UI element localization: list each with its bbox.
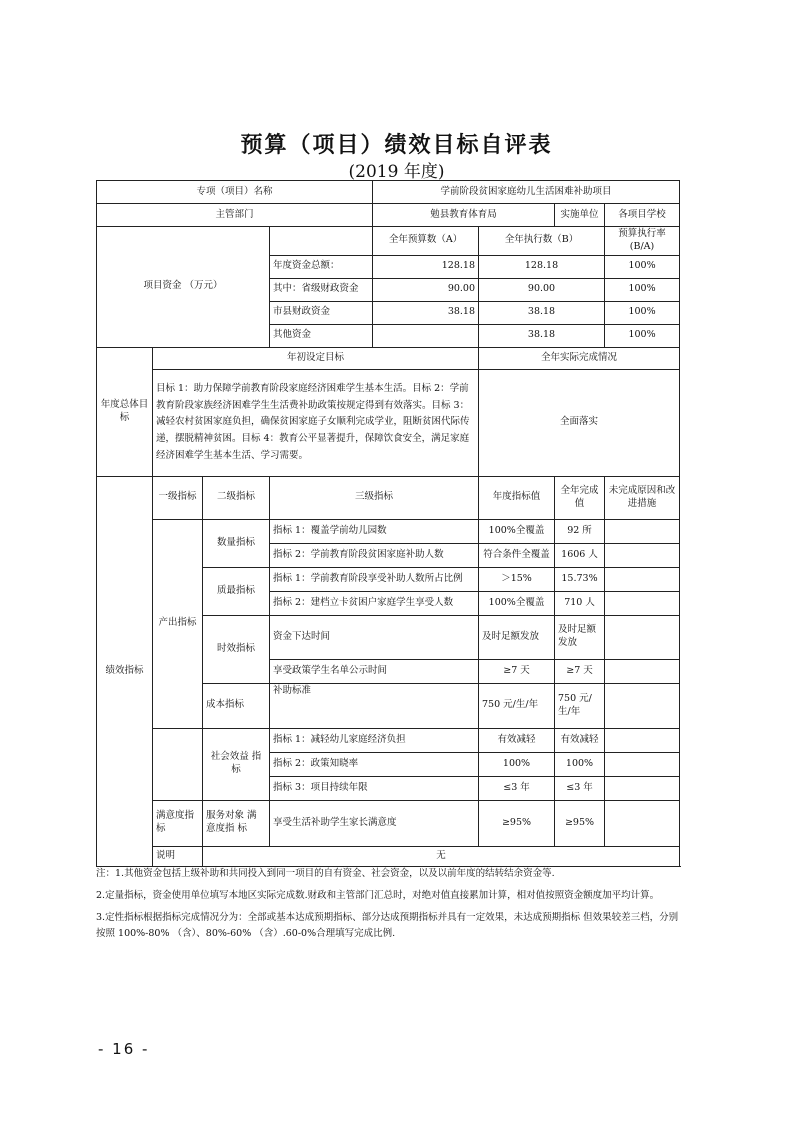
perf-row-target: 符合条件全覆盖 bbox=[479, 543, 555, 567]
perf-header-done: 全年完成值 bbox=[555, 476, 605, 519]
funds-row-exec: 38.18 bbox=[479, 324, 605, 347]
perf-row-reason bbox=[605, 615, 680, 659]
time-label: 时效指标 bbox=[203, 615, 270, 683]
perf-row-name: 享受生活补助学生家长满意度 bbox=[270, 800, 479, 846]
funds-row-exec: 38.18 bbox=[479, 301, 605, 324]
funds-label: 项目资金 （万元） bbox=[97, 227, 270, 348]
perf-row-reason bbox=[605, 591, 680, 615]
evaluation-table bbox=[96, 180, 680, 867]
perf-row-name: 指标 2：学前教育阶段贫困家庭补助人数 bbox=[270, 543, 479, 567]
funds-header-exec: 全年执行数（B） bbox=[479, 227, 605, 256]
perf-row-reason bbox=[605, 776, 680, 800]
quality-label: 质最指标 bbox=[203, 567, 270, 615]
perf-row bbox=[97, 728, 680, 752]
perf-row-name: 指标 1：减轻幼儿家庭经济负担 bbox=[270, 728, 479, 752]
perf-row-name: 指标 3：项目持续年限 bbox=[270, 776, 479, 800]
impl-label: 实施单位 bbox=[555, 204, 605, 227]
perf-row-reason bbox=[605, 800, 680, 846]
footnote: 3.定性指标根据指标完成情况分为：全部或基本达成预期指标、部分达成预期指标并具有一定效果，未达成预期指标 但效果较差三档，分别按照 100%-80% （含）、80%-60% （含）.60-0%合理填写完成比例. bbox=[96, 912, 679, 940]
perf-header-l1: 一级指标 bbox=[153, 476, 203, 519]
dept-label: 主管部门 bbox=[97, 204, 373, 227]
goals-actual-header: 全年实际完成情况 bbox=[479, 347, 680, 369]
footnote: 2.定量指标，资金使用单位填写本地区实际完成数.财政和主管部门汇总时，对绝对值直接累加计算，相对值按照资金额度加平均计算。 bbox=[96, 890, 660, 902]
dept-row bbox=[97, 204, 680, 227]
funds-header-budget: 全年预算数（A） bbox=[373, 227, 479, 256]
dept-value: 勉县教育体育局 bbox=[373, 204, 555, 227]
perf-row bbox=[97, 800, 680, 846]
perf-header-l3: 三级指标 bbox=[270, 476, 479, 519]
goals-initial-header: 年初设定目标 bbox=[153, 347, 479, 369]
perf-row-name: 指标 1：覆盖学前幼儿园数 bbox=[270, 519, 479, 543]
goals-label: 年度总体目标 bbox=[97, 347, 153, 476]
perf-row bbox=[97, 519, 680, 543]
perf-row-target: 有效减轻 bbox=[479, 728, 555, 752]
goals-actual-text: 全面落实 bbox=[479, 369, 680, 476]
perf-label: 绩效指标 bbox=[97, 476, 153, 866]
perf-row-done: ≥95% bbox=[555, 800, 605, 846]
quantity-label: 数量指标 bbox=[203, 519, 270, 567]
funds-row-budget: 128.18 bbox=[373, 255, 479, 278]
funds-row-name: 市县财政资金 bbox=[270, 301, 373, 324]
remark-label: 说明 bbox=[153, 846, 203, 866]
perf-row-target: 100%全覆盖 bbox=[479, 519, 555, 543]
perf-row-target: ≥95% bbox=[479, 800, 555, 846]
funds-header-row bbox=[97, 227, 680, 256]
perf-row-reason bbox=[605, 728, 680, 752]
funds-row-exec: 128.18 bbox=[479, 255, 605, 278]
funds-row-rate: 100% bbox=[605, 324, 680, 347]
perf-row-target: 100%全覆盖 bbox=[479, 591, 555, 615]
goals-header-row bbox=[97, 347, 680, 369]
remark-row bbox=[97, 846, 680, 866]
funds-row-budget: 90.00 bbox=[373, 278, 479, 301]
funds-row-rate: 100% bbox=[605, 301, 680, 324]
remark-value: 无 bbox=[203, 846, 680, 866]
perf-header-reason: 未完成原因和改进措施 bbox=[605, 476, 680, 519]
perf-row-target: ≤3 年 bbox=[479, 776, 555, 800]
goals-content-row bbox=[97, 369, 680, 476]
satisfaction-l1: 满意度指标 bbox=[153, 800, 203, 846]
funds-row-name: 年度资金总额： bbox=[270, 255, 373, 278]
perf-row-target: ≥7 天 bbox=[479, 659, 555, 683]
page-subtitle: (2019 年度) bbox=[348, 162, 445, 182]
funds-row-name: 其他资金 bbox=[270, 324, 373, 347]
perf-row-done: 710 人 bbox=[555, 591, 605, 615]
perf-row-target: 及时足额发放 bbox=[479, 615, 555, 659]
perf-header-row bbox=[97, 476, 680, 519]
perf-row-done: 及时足额发放 bbox=[555, 615, 605, 659]
footnote: 注：1.其他资金包括上级补助和共同投入到同一项目的自有资金、社会资金，以及以前年度的结转结余资金等. bbox=[96, 868, 555, 879]
page-title: 预算（项目）绩效目标自评表 bbox=[240, 133, 553, 158]
output-label: 产出指标 bbox=[153, 519, 203, 728]
funds-row-budget bbox=[373, 324, 479, 347]
funds-header-empty bbox=[270, 227, 373, 256]
perf-row-reason bbox=[605, 752, 680, 776]
perf-row-reason bbox=[605, 543, 680, 567]
outcome-l1-empty bbox=[153, 728, 203, 800]
perf-row-name: 享受政策学生名单公示时间 bbox=[270, 659, 479, 683]
perf-row-done: 100% bbox=[555, 752, 605, 776]
perf-row-done: 750 元/生/年 bbox=[555, 683, 605, 728]
perf-row-done: 92 所 bbox=[555, 519, 605, 543]
project-row bbox=[97, 181, 680, 204]
perf-row-name: 指标 2：政策知晓率 bbox=[270, 752, 479, 776]
funds-row-budget: 38.18 bbox=[373, 301, 479, 324]
perf-row-done: ≤3 年 bbox=[555, 776, 605, 800]
impl-value: 各项目学校 bbox=[605, 204, 680, 227]
perf-row-reason bbox=[605, 659, 680, 683]
perf-row-target: ＞15% bbox=[479, 567, 555, 591]
funds-header-rate: 预算执行率(B/A) bbox=[605, 227, 680, 256]
perf-row-target: 100% bbox=[479, 752, 555, 776]
perf-header-l2: 二级指标 bbox=[203, 476, 270, 519]
social-label: 社会效益 指标 bbox=[203, 728, 270, 800]
perf-row-done: ≥7 天 bbox=[555, 659, 605, 683]
perf-row-name: 指标 2：建档立卡贫困户家庭学生享受人数 bbox=[270, 591, 479, 615]
funds-row-exec: 90.00 bbox=[479, 278, 605, 301]
perf-row-reason bbox=[605, 683, 680, 728]
perf-row-reason bbox=[605, 567, 680, 591]
funds-row-rate: 100% bbox=[605, 255, 680, 278]
perf-row-reason bbox=[605, 519, 680, 543]
page-number: - 16 - bbox=[98, 1040, 150, 1058]
perf-row-done: 有效减轻 bbox=[555, 728, 605, 752]
perf-row-name: 资金下达时间 bbox=[270, 615, 479, 659]
satisfaction-l2: 服务对象 满意度指 标 bbox=[203, 800, 270, 846]
perf-header-target: 年度指标值 bbox=[479, 476, 555, 519]
perf-row-done: 15.73% bbox=[555, 567, 605, 591]
funds-row-name: 其中：省级财政资金 bbox=[270, 278, 373, 301]
project-label: 专项（项目）名称 bbox=[97, 181, 373, 204]
perf-row-done: 1606 人 bbox=[555, 543, 605, 567]
cost-label: 成本指标 bbox=[203, 683, 270, 728]
perf-row-name: 指标 1：学前教育阶段享受补助人数所占比例 bbox=[270, 567, 479, 591]
project-value: 学前阶段贫困家庭幼儿生活困难补助项目 bbox=[373, 181, 680, 204]
perf-row-name: 补助标准 bbox=[270, 683, 479, 728]
funds-row-rate: 100% bbox=[605, 278, 680, 301]
perf-row-target: 750 元/生/年 bbox=[479, 683, 555, 728]
goals-initial-text: 目标 1：助力保障学前教育阶段家庭经济困难学生基本生活。目标 2：学前教育阶段家族经济困难学生生活费补助政策按规定得到有效落实。目标 3：减轻农村贫困家庭负担，确保贫困家庭子女顺利完成学业，阻断贫困代际传递，摆脱精神贫困。目标 4：教育公平显著提升，保障饮食安全，满足家庭经济困难学生基本生活、学习需要。 bbox=[153, 369, 479, 476]
footnotes bbox=[96, 866, 686, 949]
